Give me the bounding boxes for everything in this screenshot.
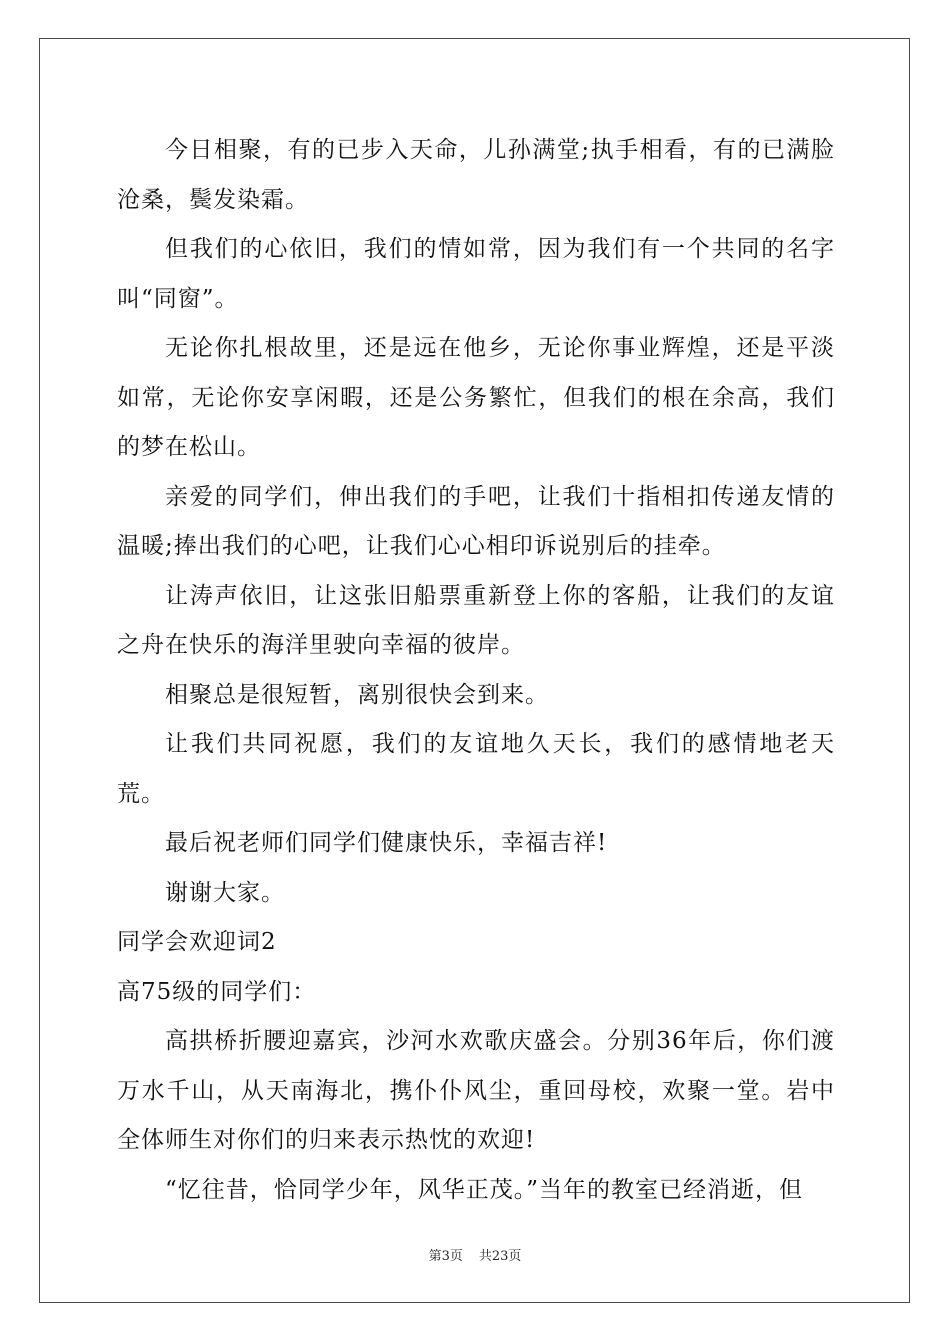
- paragraph: 但我们的心依旧，我们的情如常，因为我们有一个共同的名字叫“同窗”。: [117, 236, 835, 312]
- paragraph: 相聚总是很短暂，离别很快会到来。: [165, 681, 549, 708]
- total-pages: 共23页: [478, 1249, 522, 1264]
- paragraph: 无论你扎根故里，还是远在他乡，无论你事业辉煌，还是平淡如常，无论你安享闲暇，还是公务繁忙，但我们的根在余高，我们的梦在松山。: [117, 335, 835, 460]
- paragraph: 今日相聚，有的已步入天命，儿孙满堂;执手相看，有的已满脸沧桑，鬓发染霜。: [117, 137, 835, 213]
- document-body: [117, 126, 835, 1215]
- paragraph: 谢谢大家。: [165, 879, 285, 906]
- paragraph: 亲爱的同学们，伸出我们的手吧，让我们十指相扣传递友情的温暖;捧出我们的心吧，让我们心心相印诉说别后的挂牵。: [117, 483, 835, 559]
- salutation: 高75级的同学们：: [117, 978, 317, 1005]
- paragraph: 让涛声依旧，让这张旧船票重新登上你的客船，让我们的友谊之舟在快乐的海洋里驶向幸福的彼岸。: [117, 582, 835, 658]
- paragraph: 最后祝老师们同学们健康快乐，幸福吉祥!: [165, 830, 608, 856]
- section-heading: 同学会欢迎词2: [117, 929, 277, 955]
- paragraph: 让我们共同祝愿，我们的友谊地久天长，我们的感情地老天荒。: [117, 731, 835, 807]
- page-footer: [0, 1245, 950, 1264]
- paragraph: 高拱桥折腰迎嘉宾，沙河水欢歌庆盛会。分别36年后，你们渡万水千山，从天南海北，携仆仆风尘，重回母校，欢聚一堂。岩中全体师生对你们的归来表示热忱的欢迎!: [117, 1028, 835, 1153]
- paragraph: “忆往昔，恰同学少年，风华正茂。”当年的教室已经消逝，但: [165, 1176, 804, 1203]
- page-number: 第3页: [428, 1249, 463, 1264]
